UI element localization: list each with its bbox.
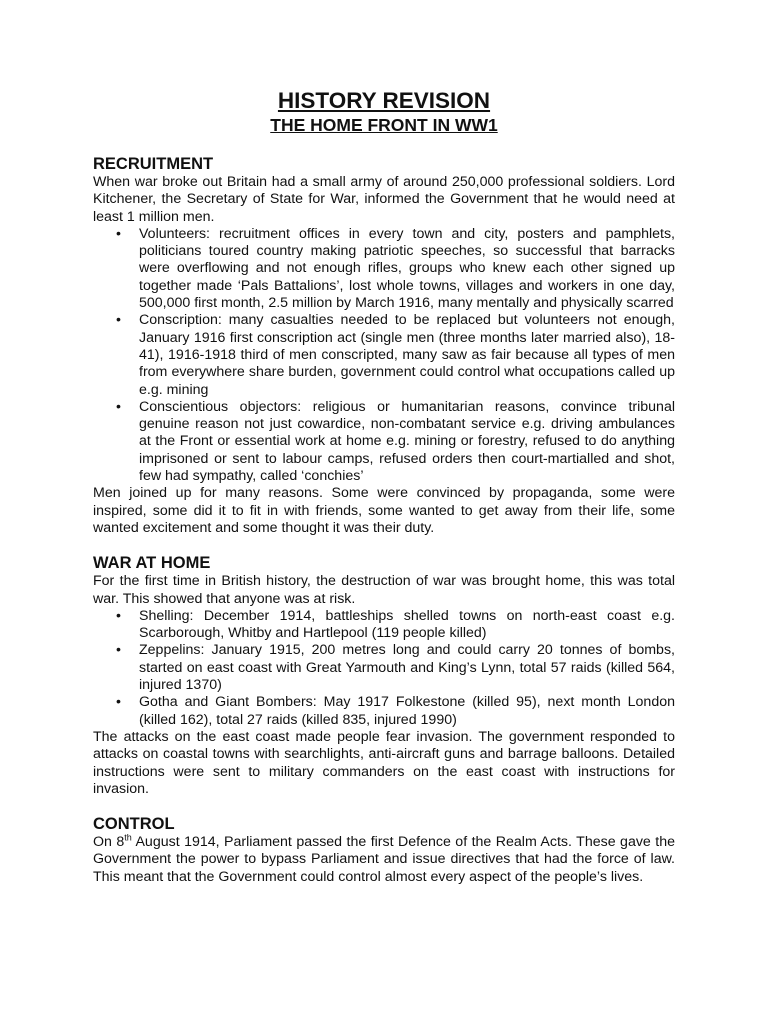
- recruitment-bullet-conscription: • Conscription: many casualties needed to be replaced but volunteers not enough, January 1916 first conscription act (single men (three months later married also), 18-41), 1916-1918 third of men conscripted, many saw as fair because all types of men from everywhere share burden, government could control what occupations called up e.g. mining: [139, 312, 675, 398]
- recruitment-outro: Men joined up for many reasons. Some were convinced by propaganda, some were inspired, some did it to fit in with friends, some wanted to get away from their life, some wanted excitement and some thought it was their duty.: [93, 485, 675, 536]
- document-title: HISTORY REVISION: [277, 88, 491, 113]
- recruitment-bullet-list: [93, 226, 675, 485]
- control-text-rest: August 1914, Parliament passed the first Defence of the Realm Acts. These gave the Government the power to bypass Parliament and issue directives that had the force of law. This meant that the Government could control almost every aspect of the people’s lives.: [93, 834, 675, 885]
- document-subtitle: THE HOME FRONT IN WW1: [270, 115, 498, 135]
- war-at-home-bullet-shelling: • Shelling: December 1914, battleships shelled towns on north-east coast e.g. Scarborough, Whitby and Hartlepool (119 people killed): [139, 608, 675, 643]
- section-heading-recruitment: RECRUITMENT: [93, 155, 214, 173]
- war-at-home-intro: For the first time in British history, the destruction of war was brought home, this was total war. This showed that anyone was at risk.: [93, 573, 675, 607]
- section-heading-war-at-home: WAR AT HOME: [93, 554, 211, 573]
- war-at-home-bullet-zeppelins: • Zeppelins: January 1915, 200 metres long and could carry 20 tonnes of bombs, started on east coast with Great Yarmouth and King’s Lynn, total 57 raids (killed 564, injured 1370): [139, 642, 675, 694]
- document-page: [93, 88, 675, 886]
- recruitment-intro: When war broke out Britain had a small army of around 250,000 professional soldiers. Lord Kitchener, the Secretary of State for War, informed the Government that he would need at least 1 million men.: [93, 174, 675, 225]
- recruitment-bullet-volunteers: • Volunteers: recruitment offices in every town and city, posters and pamphlets, politicians toured country making patriotic speeches, so successful that barracks were overflowing and not enough rifles, groups who knew each other signed up together made ‘Pals Battalions’, lost whole towns, villages and workers in one day, 500,000 first month, 2.5 million by March 1916, many mentally and physically scarred: [139, 226, 675, 312]
- control-text-ordinal: th: [124, 832, 132, 843]
- section-recruitment: [93, 155, 675, 537]
- control-text: [93, 834, 675, 886]
- section-spacer: [93, 798, 675, 815]
- section-spacer: [93, 537, 675, 554]
- recruitment-bullet-objectors: • Conscientious objectors: religious or humanitarian reasons, convince tribunal genuine reason not just cowardice, non-combatant service e.g. driving ambulances at the Front or essential work at home e.g. mining or forestry, refused to do anything imprisoned or sent to labour camps, refused orders then court-martialled and shot, few had sympathy, called ‘conchies’: [139, 399, 675, 485]
- section-control: [93, 815, 675, 886]
- section-war-at-home: [93, 554, 675, 798]
- control-text-start: On 8: [93, 834, 125, 851]
- war-at-home-outro: The attacks on the east coast made people fear invasion. The government responded to attacks on coastal towns with searchlights, anti-aircraft guns and barrage balloons. Detailed instructions were sent to military commanders on the east coast with instructions for invasion.: [93, 728, 675, 797]
- section-heading-control: CONTROL: [93, 815, 175, 834]
- war-at-home-bullet-bombers: • Gotha and Giant Bombers: May 1917 Folkestone (killed 95), next month London (killed 162), total 27 raids (killed 835, injured 1990): [139, 694, 675, 729]
- war-at-home-bullet-list: [93, 608, 675, 729]
